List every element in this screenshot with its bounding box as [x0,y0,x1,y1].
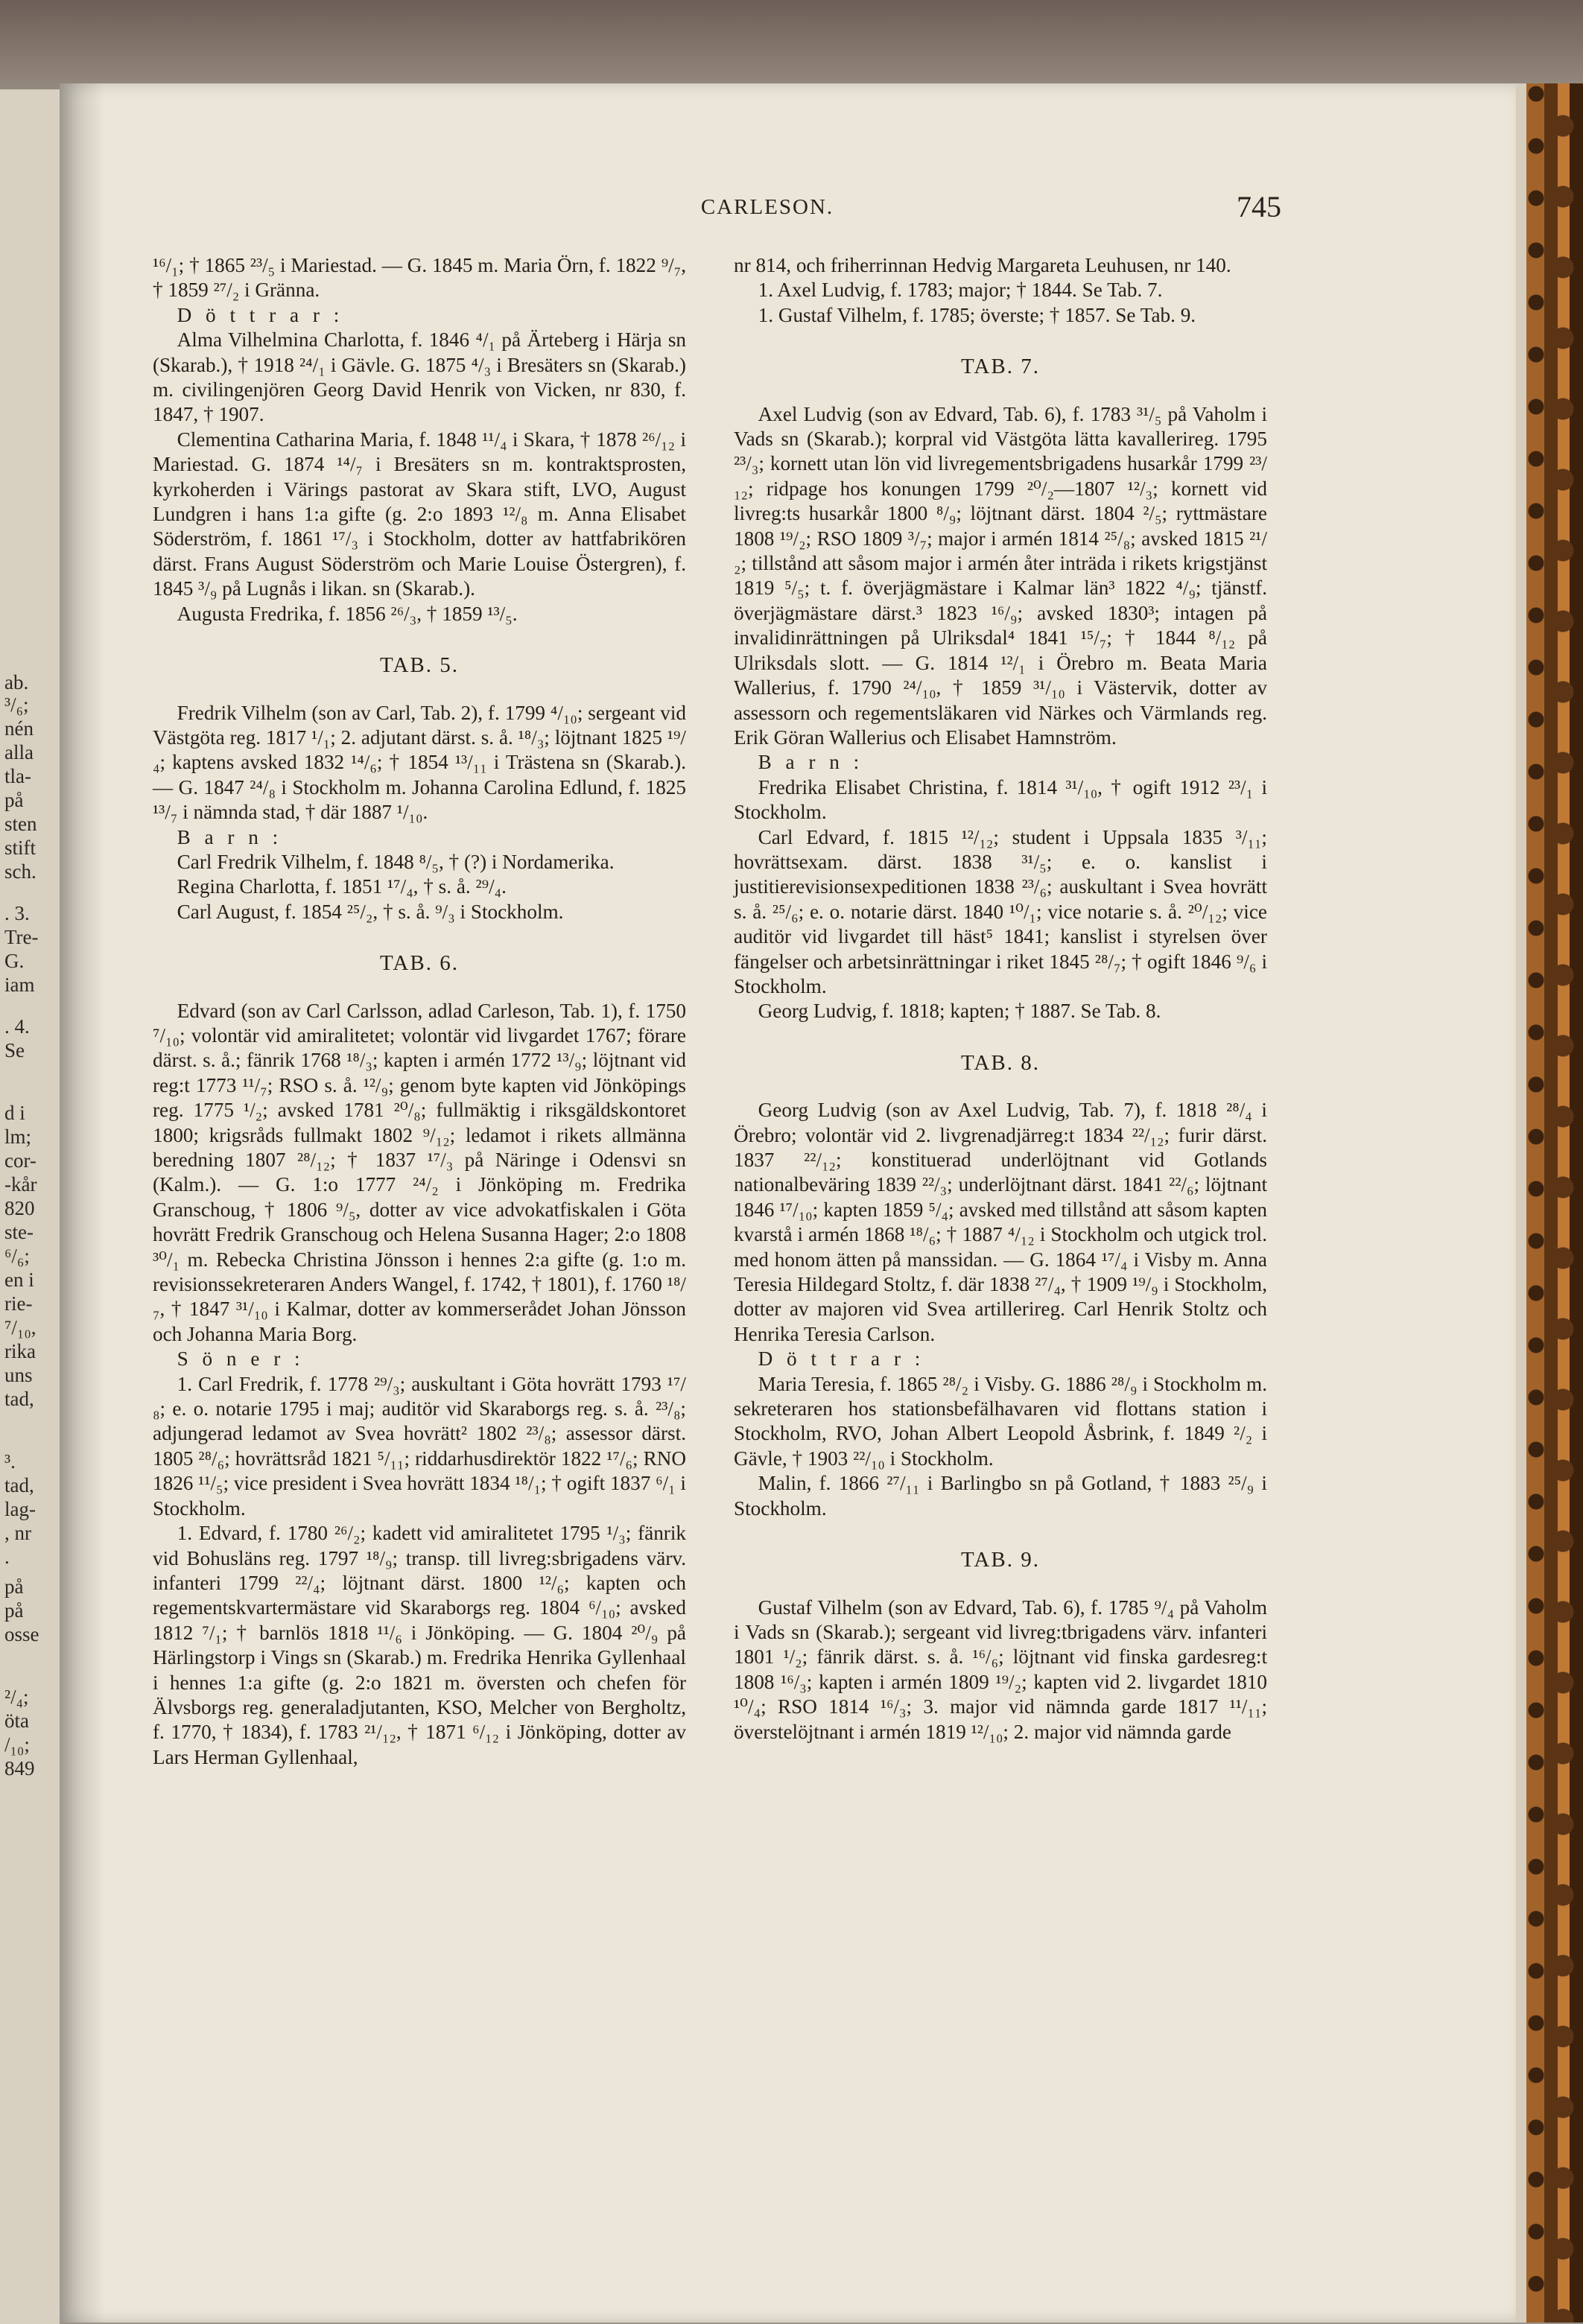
paragraph: 1. Edvard, f. 1780 ²⁶/₂; kadett vid amiralitetet 1795 ¹/₃; fänrik vid Bohusläns reg. 1797 ¹⁸/₉; transp. till livreg:sbrigadens värv. infanteri 1799 ²²/₄; löjtnant därst. 1800 ¹²/₆; kapten och regementskvartermästare vid Skaraborgs reg. 1804 ⁶/₁₀; avsked 1812 ⁷/₁; † barnlös 1818 ¹¹/₆ i Jönköping. — G. 1804 ²⁰/₉ på Härlingstorp i Vings sn (Skarab.) m. Fredrika Henrika Gyllenhaal i hennes 1:a gifte (g. 2:o 1821 m. översten och chefen för Älvsborgs reg. generaladjutanten, KSO, Melcher von Bergholtz, f. 1770, † 1834), f. 1783 ²¹/₁₂, † 1871 ⁶/₁₂ i Jönköping, dotter av Lars Herman Gyllenhaal, [153,1522,686,1768]
margin-fragment: på [4,1575,24,1598]
table-heading: TAB. 9. [961,1548,1040,1572]
table-heading: TAB. 8. [961,1050,1040,1075]
paragraph: Regina Charlotta, f. 1851 ¹⁷/₄, † s. å. ²⁹/₄. [177,875,507,898]
margin-fragment: tla- [4,765,31,787]
margin-fragment: ste- [4,1221,34,1243]
margin-fragment: , nr [4,1522,31,1544]
margin-fragment: 849 [4,1757,35,1779]
margin-fragment: på [4,1599,24,1622]
table-heading: TAB. 7. [961,355,1040,379]
margin-fragment: iam [4,974,35,996]
paragraph: 1. Carl Fredrik, f. 1778 ²⁹/₃; auskultant i Göta hovrätt 1793 ¹⁷/₈; e. o. notarie 1795 i maj; auditör vid Skaraborgs reg. s. å. ²³/₈; adjungerad ledamot av Svea hovrätt² 1802 ²³/₈; assessor därst. 1805 ²⁸/₆; hovrättsråd 1821 ⁵/₁₁; riddarhusdirektör 1822 ¹⁷/₆; RNO 1826 ¹¹/₅; vice president i Svea hovrätt 1834 ¹⁸/₁; † ogift 1837 ⁶/₁ i Stockholm. [153,1372,686,1520]
margin-fragment: alla [4,741,34,763]
paragraph: nr 814, och friherrinnan Hedvig Margareta Leuhusen, nr 140. [734,254,1231,276]
paragraph: Georg Ludvig, f. 1818; kapten; † 1887. Se Tab. 8. [758,1000,1161,1023]
margin-fragment: ²/₄; [4,1686,29,1708]
facing-page-fragment [0,89,60,2324]
paragraph: Carl Edvard, f. 1815 ¹²/₁₂; student i Uppsala 1835 ³/₁₁; hovrättsexam. därst. 1838 ³¹/₅; e. o. kanslist i justitierevisionsexpeditionen 1838 ²³/₆; auskultant i Svea hovrätt s. å. ²⁵/₆; e. o. notarie därst. 1840 ¹⁰/₁; vice notarie s. å. ²⁰/₁₂; vice auditör vid livgardet till häst⁵ 1841; kanslist i styrelsen över fängelser och arbetsinrättningar i riket 1845 ²⁸/₇; † ogift 1846 ⁹/₆ i Stockholm. [734,825,1267,997]
margin-fragment: ⁷/₁₀, [4,1316,37,1339]
margin-fragment: /₁₀; [4,1733,30,1756]
section-label: D ö t t r a r : [758,1347,925,1371]
paragraph: Alma Vilhelmina Charlotta, f. 1846 ⁴/₁ på Ärteberg i Härja sn (Skarab.), † 1918 ²⁴/₁ i Gävle. G. 1875 ⁴/₃ i Bresäters sn (Skarab.) m. civilingenjören Georg David Henrik von Vicken, nr 830, f. 1847, † 1907. [153,328,686,426]
margin-fragment: på [4,789,24,811]
page-header: CARLESON. 745 [700,190,1281,223]
margin-fragment: d i [4,1102,25,1124]
paragraph: 1. Gustaf Vilhelm, f. 1785; överste; † 1857. Se Tab. 9. [758,303,1196,326]
margin-fragment: uns [4,1364,33,1386]
section-label: B a r n : [758,751,864,774]
margin-fragment: cor- [4,1149,37,1172]
table-heading: TAB. 6. [380,951,459,976]
paragraph: Maria Teresia, f. 1865 ²⁸/₂ i Visby. G. 1886 ²⁸/₉ i Stockholm m. sekreteraren hos stationsbefälhavaren vid flottans station i Stockholm, RVO, Johan Albert Leopold Åsbrink, f. 1849 ²/₂ i Gävle, † 1903 ²²/₁₀ i Stockholm. [734,1372,1267,1470]
paragraph: Malin, f. 1866 ²⁷/₁₁ i Barlingbo sn på Gotland, † 1883 ²⁵/₉ i Stockholm. [734,1472,1267,1520]
paragraph: Carl August, f. 1854 ²⁵/₂, † s. å. ⁹/₃ i Stockholm. [177,900,564,923]
paragraph: Fredrika Elisabet Christina, f. 1814 ³¹/₁₀, † ogift 1912 ²³/₁ i Stockholm. [734,775,1267,824]
margin-fragment: 820 [4,1197,35,1219]
paragraph: 1. Axel Ludvig, f. 1783; major; † 1844. Se Tab. 7. [758,279,1163,302]
paragraph: Fredrik Vilhelm (son av Carl, Tab. 2), f. 1799 ⁴/₁₀; sergeant vid Västgöta reg. 1817 ¹/₁; 2. adjutant därst. s. å. ¹⁸/₃; löjtnant 1825 ¹⁹/₄; kaptens avsked 1832 ¹⁴/₆; † 1854 ¹³/₁₁ i Trästena sn (Skarab.). — G. 1847 ²⁴/₈ i Stockholm m. Johanna Carolina Edlund, f. 1825 ¹³/₇ i nämnda stad, † där 1887 ¹/₁₀. [153,701,686,824]
margin-fragment: . 3. [4,902,30,924]
margin-fragment: ab. [4,671,29,693]
margin-fragment: osse [4,1623,39,1645]
margin-fragment: sch. [4,860,37,883]
margin-fragment: ³. [4,1450,16,1473]
margin-fragment: . [4,1546,10,1568]
section-label: B a r n : [177,825,283,848]
section-label: D ö t t r a r : [177,303,344,326]
table-heading: TAB. 5. [380,653,459,678]
margin-fragment: en i [4,1269,34,1291]
margin-fragment: nén [4,717,34,740]
marbled-page-edge [1516,83,1583,2323]
margin-fragment: stift [4,836,37,859]
margin-fragment: ⁶/₆; [4,1245,30,1267]
gutter-shadow [60,83,104,2323]
margin-fragment: . 4. [4,1015,30,1038]
paragraph: Carl Fredrik Vilhelm, f. 1848 ⁸/₅, † (?) i Nordamerika. [177,850,615,873]
margin-fragment: tad, [4,1474,34,1496]
margin-fragment: G. [4,950,25,972]
paragraph: Clementina Catharina Maria, f. 1848 ¹¹/₄ i Skara, † 1878 ²⁶/₁₂ i Mariestad. G. 1874 ¹⁴/₇ i Bresäters sn m. kontraktsprosten, kyrkoherden i Värings pastorat av Skara stift, LVO, August Lundgren i hans 1:a gifte (g. 2:o 1893 ¹²/₈ m. Anna Elisabet Söderström, f. 1861 ¹⁷/₃ i Stockholm, dotter av hattfabrikören därst. Frans August Söderström och Marie Louise Östergren), f. 1845 ³/₉ på Lugnås i likan. sn (Skarab.). [153,428,686,600]
paragraph: Georg Ludvig (son av Axel Ludvig, Tab. 7), f. 1818 ²⁸/₄ i Örebro; volontär vid 2. livgrenadjärreg:t 1834 ²²/₁₂; furir därst. 1837 ²²/₁₂; konstituerad underlöjtnant vid Gotlands nationalbeväring 1839 ²²/₃; underlöjtnant därst. 1841 ²²/₆; löjtnant 1846 ¹⁷/₁₀; kapten 1859 ⁵/₄; avsked med tillstånd att såsom kapten kvarstå i armén 1868 ¹⁸/₆; † 1887 ⁴/₁₂ i Stockholm och utgick trol. med honom ätten på manssidan. — G. 1864 ¹⁷/₄ i Visby m. Anna Teresia Hildegard Stoltz, f. där 1838 ²⁷/₄, † 1909 ¹⁹/₉ i Stockholm, dotter av majoren vid Svea artillerireg. Carl Henrik Stoltz och Henrika Teresia Carlson. [734,1099,1267,1345]
paragraph: Axel Ludvig (son av Edvard, Tab. 6), f. 1783 ³¹/₅ på Vaholm i Vads sn (Skarab.); korpral vid Västgöta lätta kavallerireg. 1795 ²³/₃; kornett utan lön vid livregementsbrigadens husarkår 1799 ²³/₁₂; ridpage hos konungen 1799 ²⁰/₂—1807 ¹²/₃; kornett vid livreg:ts husarkår 1800 ⁸/₉; löjtnant därst. 1804 ²/₅; ryttmästare 1808 ¹⁹/₂; RSO 1809 ³/₇; major i armén 1814 ²⁵/₈; avsked 1815 ²¹/₂; tillstånd att såsom major i armén åter inträda i rikets krigstjänst 1819 ⁵/₅; t. f. överjägmästare i Kalmar län³ 1822 ⁴/₉; tjänstf. överjägmästare därst.³ 1823 ¹⁶/₉; avsked 1830³; intagen på invalidinrättningen på Ulriksdal⁴ 1841 ¹⁵/₇; † 1844 ⁸/₁₂ på Ulriksdals slott. — G. 1814 ¹²/₁ i Örebro m. Beata Maria Wallerius, f. 1790 ²⁴/₁₀, † 1859 ³¹/₁₀ i Västervik, dotter av assessorn och regementsläkaren vid Närkes och Värmlands reg. Erik Göran Wallerius och Elisabet Hamnström. [734,402,1267,749]
margin-fragment: sten [4,813,37,835]
page-number: 745 [1237,190,1281,223]
section-label: S ö n e r : [177,1347,305,1371]
margin-fragment: tad, [4,1388,34,1410]
margin-fragment: öta [4,1709,29,1732]
paragraph: Edvard (son av Carl Carlsson, adlad Carleson, Tab. 1), f. 1750 ⁷/₁₀; volontär vid amiralitetet; volontär vid livgardet 1767; förare därst. s. å.; fänrik 1768 ¹⁸/₃; kapten i armén 1772 ¹³/₉; löjtnant vid reg:t 1773 ¹¹/₇; RSO s. å. ¹²/₉; genom byte kapten vid Jönköpings reg. 1775 ¹/₂; avsked 1781 ²⁰/₈; fullmäktig i riksgäldskontoret 1800; krigsråds fullmakt 1802 ⁹/₁₂; ledamot i rikets allmänna beredning 1807 ²⁸/₁₂; † 1837 ¹⁷/₃ på Näringe i Odensvi sn (Kalm.). — G. 1:o 1777 ²⁴/₂ i Jönköping m. Fredrika Granschoug, † 1806 ⁹/₅, dotter av vice advokatfiskalen i Göta hovrätt Fredrik Granschoug och Helena Susanna Hager; 2:o 1808 ³⁰/₁ m. Rebecka Christina Jönsson i hennes 2:a gifte (g. 1:o m. revisionssekreteraren Anders Wangel, f. 1742, † 1801), f. 1760 ¹⁸/₇, † 1847 ³¹/₁₀ i Kalmar, dotter av kommerserådet Johan Jönsson och Johanna Maria Borg. [153,999,686,1345]
paragraph: Gustaf Vilhelm (son av Edvard, Tab. 6), f. 1785 ⁹/₄ på Vaholm i Vads sn (Skarab.); sergeant vid livreg:tbrigadens värv. infanteri 1801 ¹/₂; fänrik därst. s. å. ¹⁶/₆; löjtnant vid finska gardesreg:t 1808 ¹⁶/₃; kapten i armén 1809 ¹⁹/₂; kapten vid 2. livgardet 1810 ¹⁰/₄; RSO 1814 ¹⁶/₃; 3. major vid nämnda garde 1817 ¹¹/₁₁; överstelöjtnant i armén 1819 ¹²/₁₀; 2. major vid nämnda garde [734,1596,1267,1743]
paragraph: ¹⁶/₁; † 1865 ²³/₅ i Mariestad. — G. 1845 m. Maria Örn, f. 1822 ⁹/₇, † 1859 ²⁷/₂ i Gränna. [153,254,686,302]
margin-fragment: rika [4,1340,36,1362]
margin-fragment: -kår [4,1173,37,1196]
paragraph: Augusta Fredrika, f. 1856 ²⁶/₃, † 1859 ¹³/₅. [177,602,518,625]
margin-fragment: ³/₆; [4,693,29,716]
margin-fragment: lag- [4,1498,36,1520]
right-column [734,253,1267,1744]
margin-fragment: Se [4,1039,25,1061]
margin-fragment: Tre- [4,926,39,948]
left-column [153,253,686,1770]
margin-fragment: rie- [4,1292,33,1315]
margin-fragment: lm; [4,1126,32,1148]
